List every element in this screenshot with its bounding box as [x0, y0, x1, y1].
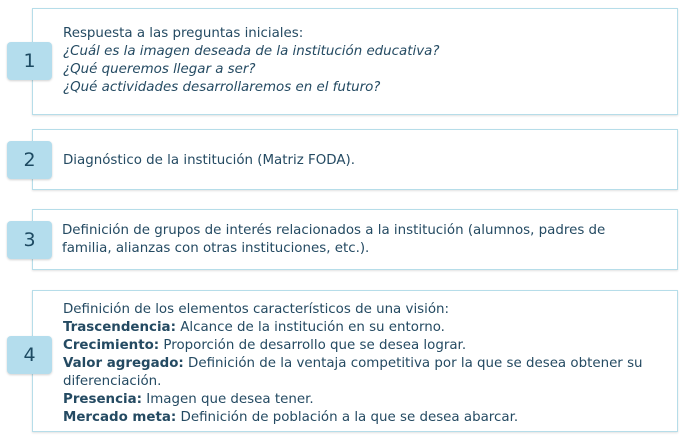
vision-element: [63, 355, 662, 391]
step-2-content: [63, 152, 668, 170]
step-3-content: [62, 222, 650, 258]
step-3-number-badge: 3: [7, 221, 52, 259]
step-4-content: [63, 301, 662, 427]
vision-element-desc: Proporción de desarrollo que se desea lograr.: [159, 338, 467, 353]
vision-element-term: Mercado meta:: [63, 410, 177, 425]
step-4-number-badge: 4: [7, 336, 52, 374]
step-4-intro: Definición de los elementos característicos de una visión:: [63, 302, 450, 317]
vision-element-desc: Imagen que desea tener.: [142, 392, 314, 407]
vision-element-term: Crecimiento:: [63, 338, 160, 353]
step-1-number-badge: 1: [7, 42, 52, 80]
step-1-question: ¿Qué queremos llegar a ser?: [63, 62, 256, 77]
vision-element-desc: Definición de población a la que se desea abarcar.: [176, 410, 519, 425]
step-1-question: ¿Qué actividades desarrollaremos en el futuro?: [63, 80, 381, 95]
step-3-text: Definición de grupos de interés relacionados a la institución (alumnos, padres de familia, alianzas con otras instituciones, etc.).: [62, 223, 606, 256]
step-1-content: [63, 25, 668, 97]
vision-element: [63, 319, 662, 337]
vision-element-desc: Alcance de la institución en su entorno.: [175, 320, 445, 335]
step-1-intro: Respuesta a las preguntas iniciales:: [63, 26, 304, 41]
vision-element: [63, 337, 662, 355]
vision-element-desc: Definición de la ventaja competitiva por la que se desea obtener su diferenciación.: [63, 356, 643, 389]
vision-element-term: Valor agregado:: [63, 356, 184, 371]
vision-element-term: Trascendencia:: [63, 320, 176, 335]
step-2-number-badge: 2: [7, 141, 52, 179]
vision-element: [63, 391, 662, 409]
step-2-text: Diagnóstico de la institución (Matriz FODA).: [63, 153, 355, 168]
vision-element: [63, 409, 662, 427]
vision-element-term: Presencia:: [63, 392, 143, 407]
step-1-question: ¿Cuál es la imagen deseada de la institución educativa?: [63, 44, 440, 59]
